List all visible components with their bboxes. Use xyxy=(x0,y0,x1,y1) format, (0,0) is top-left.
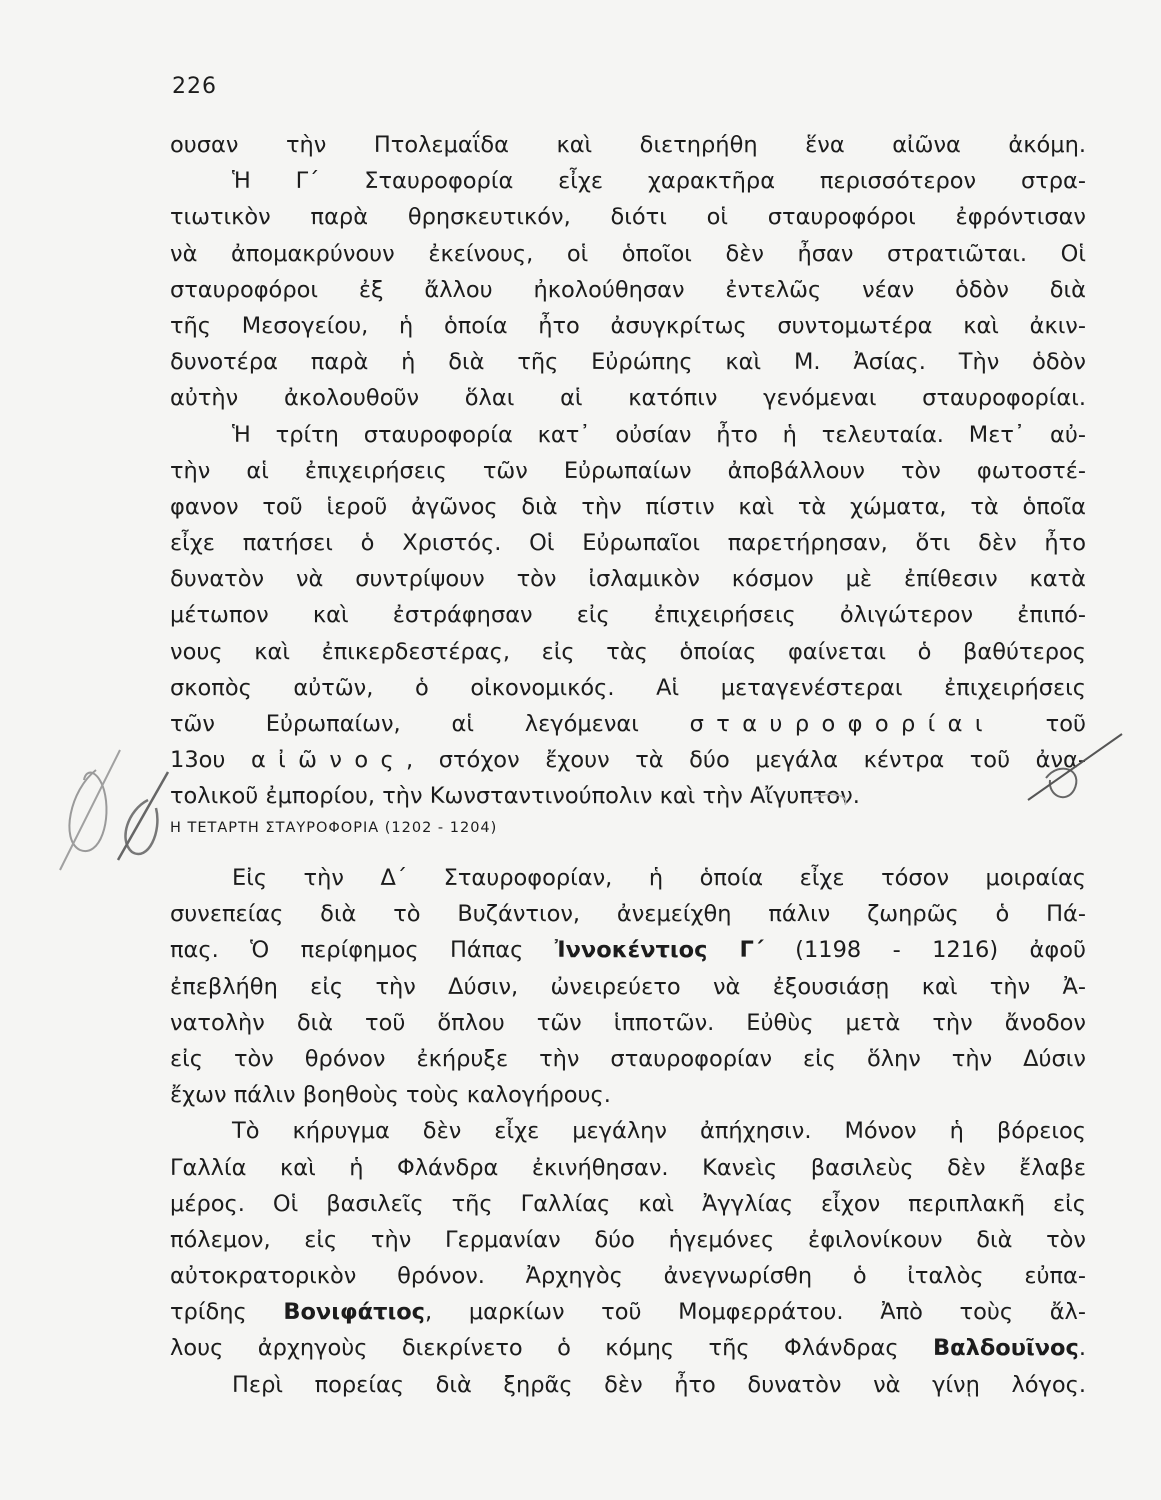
spaced-term: αἰῶνος xyxy=(250,747,407,774)
text-fragment: (1198 - 1216) ἀφοῦ xyxy=(763,937,1086,964)
text-fragment: λους ἀρχηγοὺς διεκρίνετο ὁ κόμης τῆς Φλάνδρας xyxy=(170,1335,933,1362)
text-fragment: , στόχον ἔχουν τὰ δύο μεγάλα κέντρα τοῦ ἀνα- xyxy=(406,747,1086,774)
bold-name: Βαλδουῖνος xyxy=(933,1335,1079,1362)
text-line: φανον τοῦ ἱεροῦ ἀγῶνος διὰ τὴν πίστιν καὶ τὰ χώματα, τὰ ὁποῖα xyxy=(170,493,1086,520)
text-fragment: . xyxy=(1078,1335,1086,1362)
text-fragment: τοῦ xyxy=(994,711,1086,737)
text-line: αὐτὴν ἀκολουθοῦν ὅλαι αἱ κατόπιν γενόμεναι σταυροφορίαι. xyxy=(170,385,1086,412)
text-line: συνεπείας διὰ τὸ Βυζάντιον, ἀνεμείχθη πάλιν ζωηρῶς ὁ Πά- xyxy=(170,901,1086,928)
text-line: σκοπὸς αὐτῶν, ὁ οἰκονομικός. Αἱ μεταγενέστεραι ἐπιχειρήσεις xyxy=(170,674,1086,701)
text-line: νους καὶ ἐπικερδεστέρας, εἰς τὰς ὁποίας φαίνεται ὁ βαθύτερος xyxy=(170,638,1086,665)
text-line: Τὸ κήρυγμα δὲν εἶχε μεγάλην ἀπήχησιν. Μόνον ἡ βόρειος xyxy=(232,1118,1086,1145)
text-line: τῆς Μεσογείου, ἡ ὁποία ἦτο ἀσυγκρίτως συντομωτέρα καὶ ἀκιν- xyxy=(170,312,1086,339)
text-line: τολικοῦ ἐμπορίου, τὴν Κωνσταντινούπολιν καὶ τὴν Αἴγυπτον. xyxy=(170,783,860,810)
text-line: σταυροφόροι ἐξ ἄλλου ἠκολούθησαν ἐντελῶς νέαν ὁδὸν διὰ xyxy=(170,276,1086,303)
text-line: Περὶ πορείας διὰ ξηρᾶς δὲν ἦτο δυνατὸν νὰ γίνῃ λόγος. xyxy=(232,1371,1086,1398)
text-line: δυνατὸν νὰ συντρίψουν τὸν ἰσλαμικὸν κόσμον μὲ ἐπίθεσιν κατὰ xyxy=(170,566,1086,593)
text-line: μέρος. Οἱ βασιλεῖς τῆς Γαλλίας καὶ Ἀγγλίας εἶχον περιπλακῆ εἰς xyxy=(170,1190,1086,1217)
text-line: ἐπεβλήθη εἰς τὴν Δύσιν, ὠνειρεύετο νὰ ἐξουσιάσῃ καὶ τὴν Ἀ- xyxy=(170,973,1086,1000)
text-fragment: 13ου xyxy=(170,747,251,774)
spaced-term: σταυροφορίαι xyxy=(689,711,995,737)
text-line: εἶχε πατήσει ὁ Χριστός. Οἱ Εὐρωπαῖοι παρετήρησαν, ὅτι δὲν ἦτο xyxy=(170,530,1086,557)
text-fragment: , μαρκίων τοῦ Μομφερράτου. Ἀπὸ τοὺς ἄλ- xyxy=(425,1299,1086,1326)
text-line: Ἡ τρίτη σταυροφορία κατ᾿ οὐσίαν ἦτο ἡ τελευταία. Μετ᾿ αὐ- xyxy=(232,421,1086,448)
section-heading: Η ΤΕΤΑΡΤΗ ΣΤΑΥΡΟΦΟΡΙΑ (1202 - 1204) xyxy=(170,820,498,836)
text-line: Εἰς τὴν Δ΄ Σταυροφορίαν, ἡ ὁποία εἶχε τόσον μοιραίας xyxy=(232,865,1086,891)
text-line: τὴν αἱ ἐπιχειρήσεις τῶν Εὐρωπαίων ἀποβάλλουν τὸν φωτοστέ- xyxy=(170,457,1086,484)
text-fragment: τρίδης xyxy=(170,1299,284,1326)
text-line: τιωτικὸν παρὰ θρησκευτικόν, διότι οἱ σταυροφόροι ἐφρόντισαν xyxy=(170,204,1086,231)
text-line: αὐτοκρατορικὸν θρόνον. Ἀρχηγὸς ἀνεγνωρίσθη ὁ ἰταλὸς εὐπα- xyxy=(170,1263,1086,1290)
text-line: πόλεμον, εἰς τὴν Γερμανίαν δύο ἡγεμόνες ἐφιλονίκουν διὰ τὸν xyxy=(170,1226,1086,1253)
bold-name: Βονιφάτιος xyxy=(283,1299,426,1326)
text-fragment: πας. Ὁ περίφημος Πάπας xyxy=(170,937,555,964)
text-line: μέτωπον καὶ ἐστράφησαν εἰς ἐπιχειρήσεις ὀλιγώτερον ἐπιπό- xyxy=(170,602,1086,629)
text-line: ἔχων πάλιν βοηθοὺς τοὺς καλογήρους. xyxy=(170,1082,611,1109)
text-line: ουσαν τὴν Πτολεμαΐδα καὶ διετηρήθη ἕνα αἰῶνα ἀκόμη. xyxy=(170,132,1086,158)
text-line: νὰ ἀπομακρύνουν ἐκείνους, οἱ ὁποῖοι δὲν ἦσαν στρατιῶται. Οἱ xyxy=(170,240,1086,267)
text-line: Γαλλία καὶ ἡ Φλάνδρα ἐκινήθησαν. Κανεὶς βασιλεὺς δὲν ἔλαβε xyxy=(170,1154,1086,1181)
text-fragment: τῶν Εὐρωπαίων, αἱ λεγόμεναι xyxy=(170,711,690,737)
page-number: 226 xyxy=(172,74,217,99)
bold-name: Ἰννοκέντιος Γ΄ xyxy=(554,937,764,964)
text-line: Ἡ Γ΄ Σταυροφορία εἶχε χαρακτῆρα περισσότερον στρα- xyxy=(232,168,1086,195)
text-line: νατολὴν διὰ τοῦ ὅπλου τῶν ἱπποτῶν. Εὐθὺς μετὰ τὴν ἄνοδον xyxy=(170,1009,1086,1036)
text-line: εἰς τὸν θρόνον ἐκήρυξε τὴν σταυροφορίαν εἰς ὅλην τὴν Δύσιν xyxy=(170,1045,1086,1072)
text-line: δυνοτέρα παρὰ ἡ διὰ τῆς Εὐρώπης καὶ Μ. Ἀσίας. Τὴν ὁδὸν xyxy=(170,349,1086,376)
